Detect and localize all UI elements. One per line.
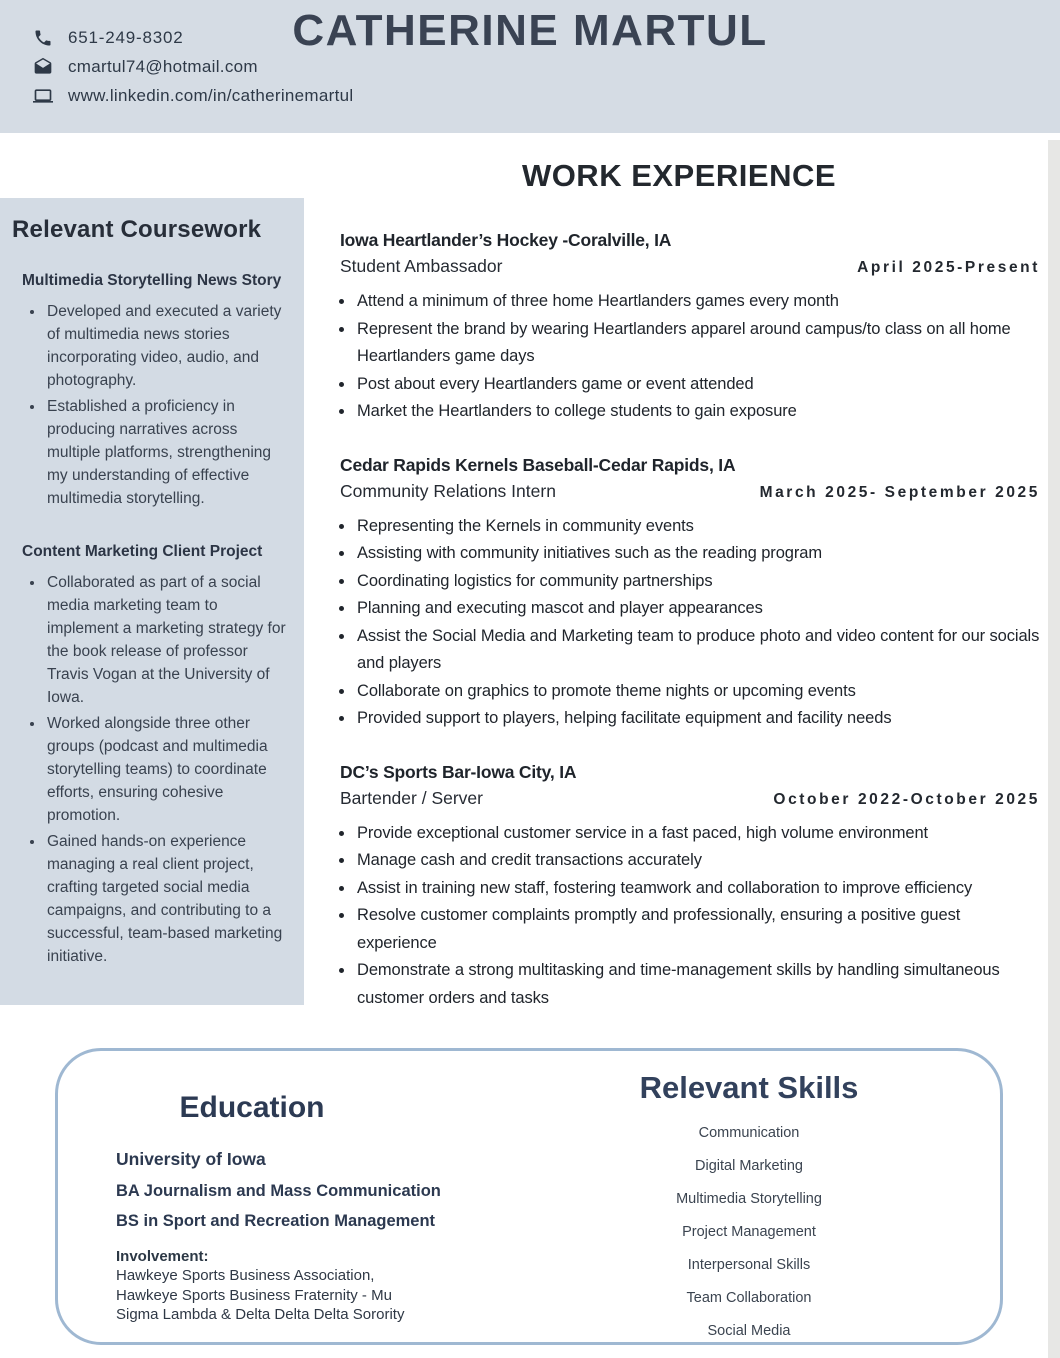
- job-bullet: • Attend a minimum of three home Heartlanders games every month: [355, 288, 1040, 316]
- job-dates: April 2025-Present: [857, 259, 1040, 276]
- education-school: University of Iowa: [116, 1149, 266, 1169]
- degree-line: BA Journalism and Mass Communication: [116, 1182, 441, 1200]
- job-entry: [318, 230, 1040, 426]
- header-band: [0, 0, 1060, 133]
- job-role: Community Relations Intern: [340, 480, 556, 501]
- skills-title: Relevant Skills: [639, 1070, 859, 1105]
- job-bullet: • Assisting with community initiatives such as the reading program: [355, 540, 1040, 568]
- skill-item: Project Management: [682, 1224, 816, 1240]
- linkedin-url: www.linkedin.com/in/catherinemartul: [68, 86, 354, 105]
- job-bullet: • Provided support to players, helping facilitate equipment and facility needs: [355, 705, 1040, 733]
- job-bullet: • Collaborate on graphics to promote theme nights or upcoming events: [355, 678, 1040, 706]
- job-bullet-list: [318, 513, 1040, 733]
- education-title: Education: [179, 1091, 325, 1124]
- job-company: DC’s Sports Bar-Iowa City, IA: [340, 761, 577, 782]
- coursework-section: [12, 269, 292, 510]
- job-bullet: • Assist the Social Media and Marketing team to produce photo and video content for our socials and players: [355, 623, 1040, 678]
- job-bullet: • Demonstrate a strong multitasking and time-management skills by handling simultaneous customer orders and tasks: [355, 957, 1040, 1012]
- coursework-section: [12, 540, 292, 968]
- job-bullet: • Post about every Heartlanders game or event attended: [355, 371, 1040, 399]
- course-bullet: • Worked alongside three other groups (podcast and multimedia storytelling teams) to coordinate efforts, ensuring cohesive promotion.: [45, 712, 292, 827]
- skills-column: [498, 1051, 1000, 1342]
- skill-item: Multimedia Storytelling: [676, 1191, 822, 1207]
- job-bullet: • Manage cash and credit transactions accurately: [355, 847, 1040, 875]
- course-bullet: • Established a proficiency in producing narratives across multiple platforms, strengthening my understanding of effective multimedia storytelling.: [45, 395, 292, 510]
- email-icon: [33, 57, 53, 77]
- involvement-line: Hawkeye Sports Business Association,: [116, 1267, 375, 1284]
- email-address: cmartul74@hotmail.com: [68, 57, 258, 76]
- coursework-sections: [12, 269, 292, 968]
- work-experience-title: WORK EXPERIENCE: [521, 158, 837, 193]
- course-bullet: • Collaborated as part of a social media marketing team to implement a marketing strategy for the book release of professor Travis Vogan at the University of Iowa.: [45, 571, 292, 709]
- course-bullet: • Gained hands-on experience managing a real client project, crafting targeted social media campaigns, and contributing to a successful, team-based marketing initiative.: [45, 830, 292, 968]
- education-column: [58, 1051, 498, 1342]
- involvement-line: Hawkeye Sports Business Fraternity - Mu: [116, 1286, 392, 1304]
- phone-number: 651-249-8302: [68, 28, 184, 47]
- job-role-row: [340, 788, 1040, 809]
- job-role: Bartender / Server: [340, 787, 483, 808]
- skills-list: [498, 1125, 1000, 1339]
- skill-item: Team Collaboration: [686, 1290, 812, 1306]
- education-skills-box: [55, 1048, 1003, 1345]
- work-experience-section: [318, 150, 1040, 1041]
- job-role-row: [340, 256, 1040, 277]
- skill-item: Interpersonal Skills: [687, 1257, 811, 1273]
- job-bullet: • Resolve customer complaints promptly and professionally, ensuring a positive guest experience: [355, 902, 1040, 957]
- degree-list: [116, 1182, 498, 1231]
- job-company: Iowa Heartlander’s Hockey -Coralville, IA: [340, 230, 672, 250]
- contact-email-row: [33, 57, 353, 77]
- job-bullet: • Coordinating logistics for community partnerships: [355, 568, 1040, 596]
- contact-linkedin-row: [33, 86, 353, 106]
- job-bullet: • Represent the brand by wearing Heartlanders apparel around campus/to class on all home Heartlanders game days: [355, 316, 1040, 371]
- job-company: Cedar Rapids Kernels Baseball-Cedar Rapids, IA: [340, 454, 736, 475]
- involvement-label: Involvement:: [116, 1248, 209, 1265]
- page-edge-strip: [1048, 140, 1060, 1358]
- course-heading: Content Marketing Client Project: [22, 543, 263, 560]
- job-bullet: • Provide exceptional customer service in a fast paced, high volume environment: [355, 820, 1040, 848]
- coursework-title: Relevant Coursework: [12, 216, 262, 243]
- skill-item: Social Media: [707, 1323, 791, 1339]
- job-entry: [318, 762, 1040, 1013]
- job-bullet-list: [318, 288, 1040, 426]
- job-list: [318, 230, 1040, 1012]
- job-bullet: • Market the Heartlanders to college students to gain exposure: [355, 398, 1040, 426]
- degree-line: BS in Sport and Recreation Management: [116, 1212, 436, 1230]
- skill-item: Communication: [698, 1125, 800, 1141]
- laptop-icon: [33, 86, 53, 106]
- course-bullet: • Developed and executed a variety of multimedia news stories incorporating video, audio, and photography.: [45, 300, 292, 392]
- involvement-list: [116, 1266, 498, 1325]
- job-bullet: • Representing the Kernels in community events: [355, 513, 1040, 541]
- job-bullet: • Assist in training new staff, fostering teamwork and collaboration to improve efficiency: [355, 875, 1040, 903]
- job-dates: October 2022-October 2025: [773, 790, 1040, 808]
- job-dates: March 2025- September 2025: [759, 483, 1040, 501]
- candidate-name: CATHERINE MARTUL: [292, 6, 768, 55]
- involvement-line: Sigma Lambda & Delta Delta Delta Sorority: [116, 1306, 405, 1323]
- course-heading: Multimedia Storytelling News Story: [22, 272, 282, 289]
- job-bullet-list: [318, 820, 1040, 1013]
- job-bullet: • Planning and executing mascot and player appearances: [355, 595, 1040, 623]
- skill-item: Digital Marketing: [695, 1158, 803, 1174]
- course-bullet-list: [22, 571, 292, 968]
- course-bullet-list: [22, 300, 292, 510]
- job-role: Student Ambassador: [340, 256, 503, 276]
- job-role-row: [340, 481, 1040, 502]
- coursework-sidebar: [0, 198, 304, 1005]
- job-entry: [318, 455, 1040, 733]
